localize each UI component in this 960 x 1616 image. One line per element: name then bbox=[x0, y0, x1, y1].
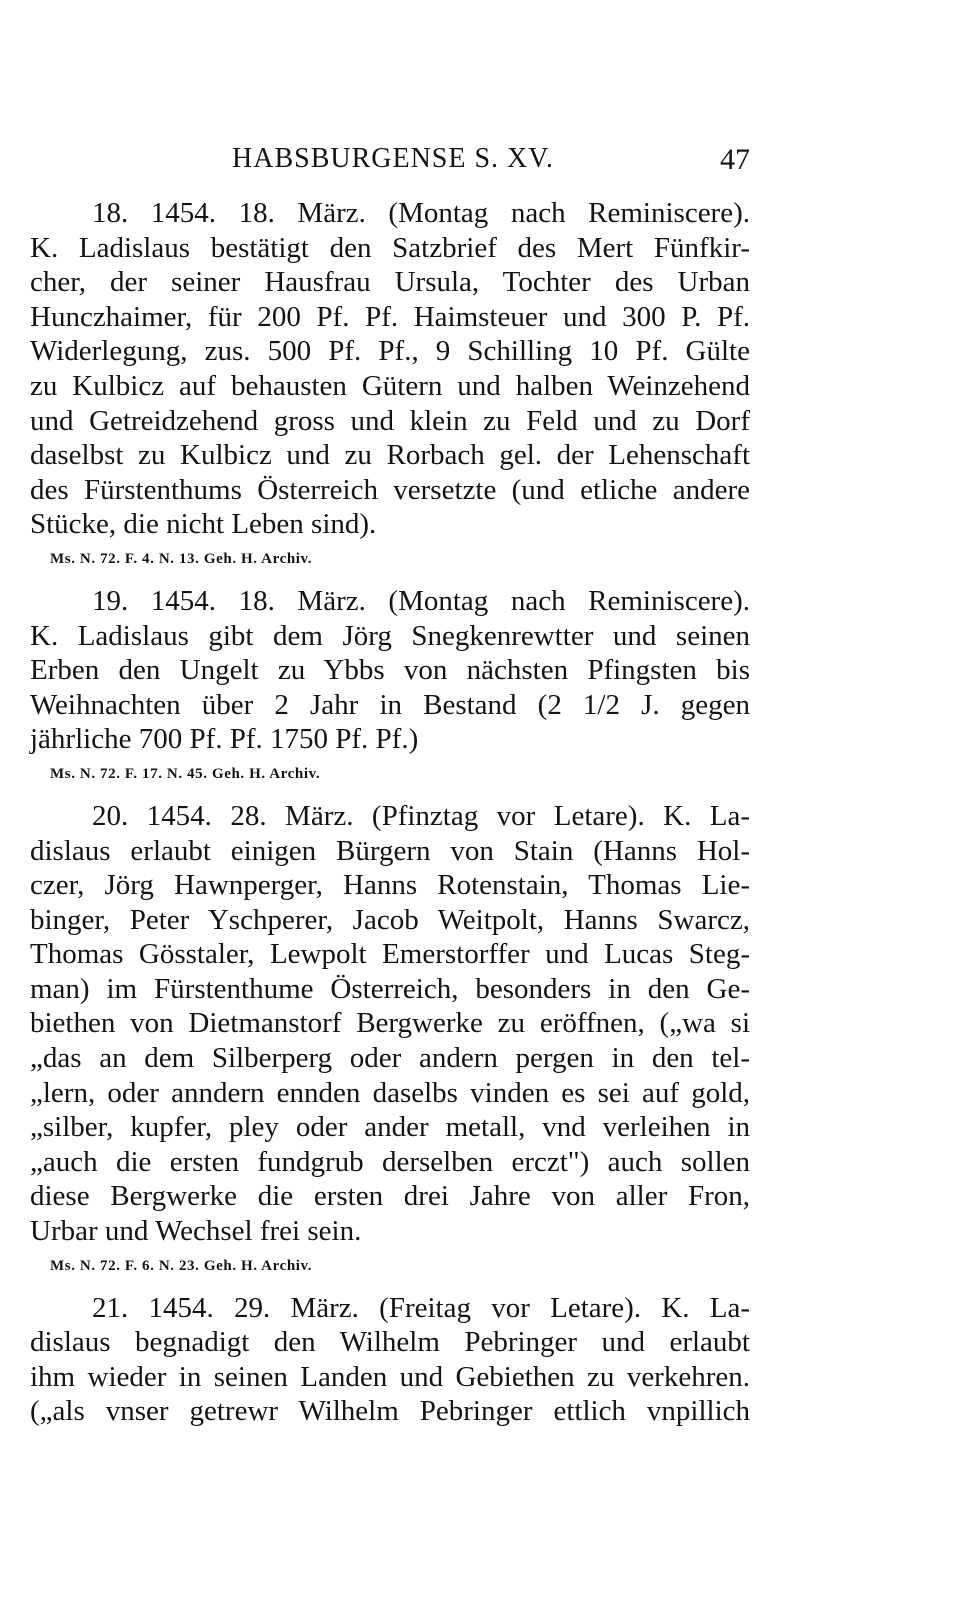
entry-line: man) im Fürstenthume Österreich, besonders in den Ge- bbox=[30, 972, 750, 1005]
entry-line: „das an dem Silberperg oder andern pergen in den tel- bbox=[30, 1042, 750, 1075]
page-number: 47 bbox=[720, 143, 750, 176]
entry-line: ihm wieder in seinen Landen und Gebiethen zu verkehren. bbox=[30, 1360, 750, 1393]
entry-line: 19. 1454. 18. März. (Montag nach Reminiscere). bbox=[92, 584, 750, 617]
source-reference: Ms. N. 72. F. 4. N. 13. Geh. H. Archiv. bbox=[50, 550, 313, 567]
entry-line: des Fürstenthums Österreich versetzte (und etliche andere bbox=[30, 473, 750, 506]
entry-line: Urbar und Wechsel frei sein. bbox=[30, 1215, 362, 1248]
entry-line: „lern, oder anndern ennden daselbs vinden es sei auf gold, bbox=[30, 1076, 750, 1109]
entry-line: 21. 1454. 29. März. (Freitag vor Letare). K. La- bbox=[92, 1291, 750, 1324]
page-body bbox=[30, 196, 750, 1429]
entry-line: czer, Jörg Hawnperger, Hanns Rotenstain, Thomas Lie- bbox=[30, 869, 750, 902]
entry-line: dislaus begnadigt den Wilhelm Pebringer und erlaubt bbox=[30, 1326, 750, 1359]
entry-line: zu Kulbicz auf behausten Gütern und halben Weinzehend bbox=[30, 369, 750, 402]
entry-line: Thomas Gösstaler, Lewpolt Emerstorffer und Lucas Steg- bbox=[30, 938, 750, 971]
entry-line: Weihnachten über 2 Jahr in Bestand (2 1/2 J. gegen bbox=[30, 688, 750, 721]
entry-line: K. Ladislaus bestätigt den Satzbrief des Mert Fünfkir- bbox=[30, 231, 750, 264]
entry-line: cher, der seiner Hausfrau Ursula, Tochter des Urban bbox=[30, 266, 750, 299]
source-reference: Ms. N. 72. F. 6. N. 23. Geh. H. Archiv. bbox=[50, 1257, 313, 1274]
entry-line: 18. 1454. 18. März. (Montag nach Reminiscere). bbox=[92, 197, 750, 229]
entry-line: Stücke, die nicht Leben sind). bbox=[30, 508, 377, 541]
entry-18 bbox=[30, 196, 750, 570]
page-header bbox=[30, 143, 750, 183]
entry-line: K. Ladislaus gibt dem Jörg Snegkenrewtter und seinen bbox=[30, 619, 750, 652]
source-reference: Ms. N. 72. F. 17. N. 45. Geh. H. Archiv. bbox=[50, 765, 321, 782]
entry-line: Widerlegung, zus. 500 Pf. Pf., 9 Schilling 10 Pf. Gülte bbox=[30, 335, 750, 368]
entry-21 bbox=[30, 1291, 750, 1429]
entry-line: Hunczhaimer, für 200 Pf. Pf. Haimsteuer und 300 P. Pf. bbox=[30, 300, 750, 333]
entry-line: 20. 1454. 28. März. (Pfinztag vor Letare). K. La- bbox=[92, 799, 750, 832]
entry-line: biethen von Dietmanstorf Bergwerke zu eröffnen, („wa si bbox=[30, 1007, 750, 1040]
entry-line: und Getreidzehend gross und klein zu Feld und zu Dorf bbox=[30, 404, 750, 437]
entry-line: diese Bergwerke die ersten drei Jahre von aller Fron, bbox=[30, 1180, 750, 1213]
entry-line: Erben den Ungelt zu Ybbs von nächsten Pfingsten bis bbox=[30, 654, 750, 687]
entry-line: („als vnser getrewr Wilhelm Pebringer ettlich vnpillich bbox=[30, 1395, 750, 1428]
entry-line: daselbst zu Kulbicz und zu Rorbach gel. der Lehenschaft bbox=[30, 439, 750, 472]
entry-line: jährliche 700 Pf. Pf. 1750 Pf. Pf.) bbox=[30, 723, 419, 756]
entry-line: „silber, kupfer, pley oder ander metall, vnd verleihen in bbox=[30, 1111, 750, 1144]
running-title: HABSBURGENSE S. XV. bbox=[232, 143, 554, 174]
entry-line: binger, Peter Yschperer, Jacob Weitpolt, Hanns Swarcz, bbox=[30, 903, 750, 936]
entry-line: dislaus erlaubt einigen Bürgern von Stain (Hanns Hol- bbox=[30, 834, 750, 867]
entry-20 bbox=[30, 799, 750, 1277]
entry-line: „auch die ersten fundgrub derselben erczt") auch sollen bbox=[30, 1145, 750, 1178]
entry-19 bbox=[30, 584, 750, 785]
